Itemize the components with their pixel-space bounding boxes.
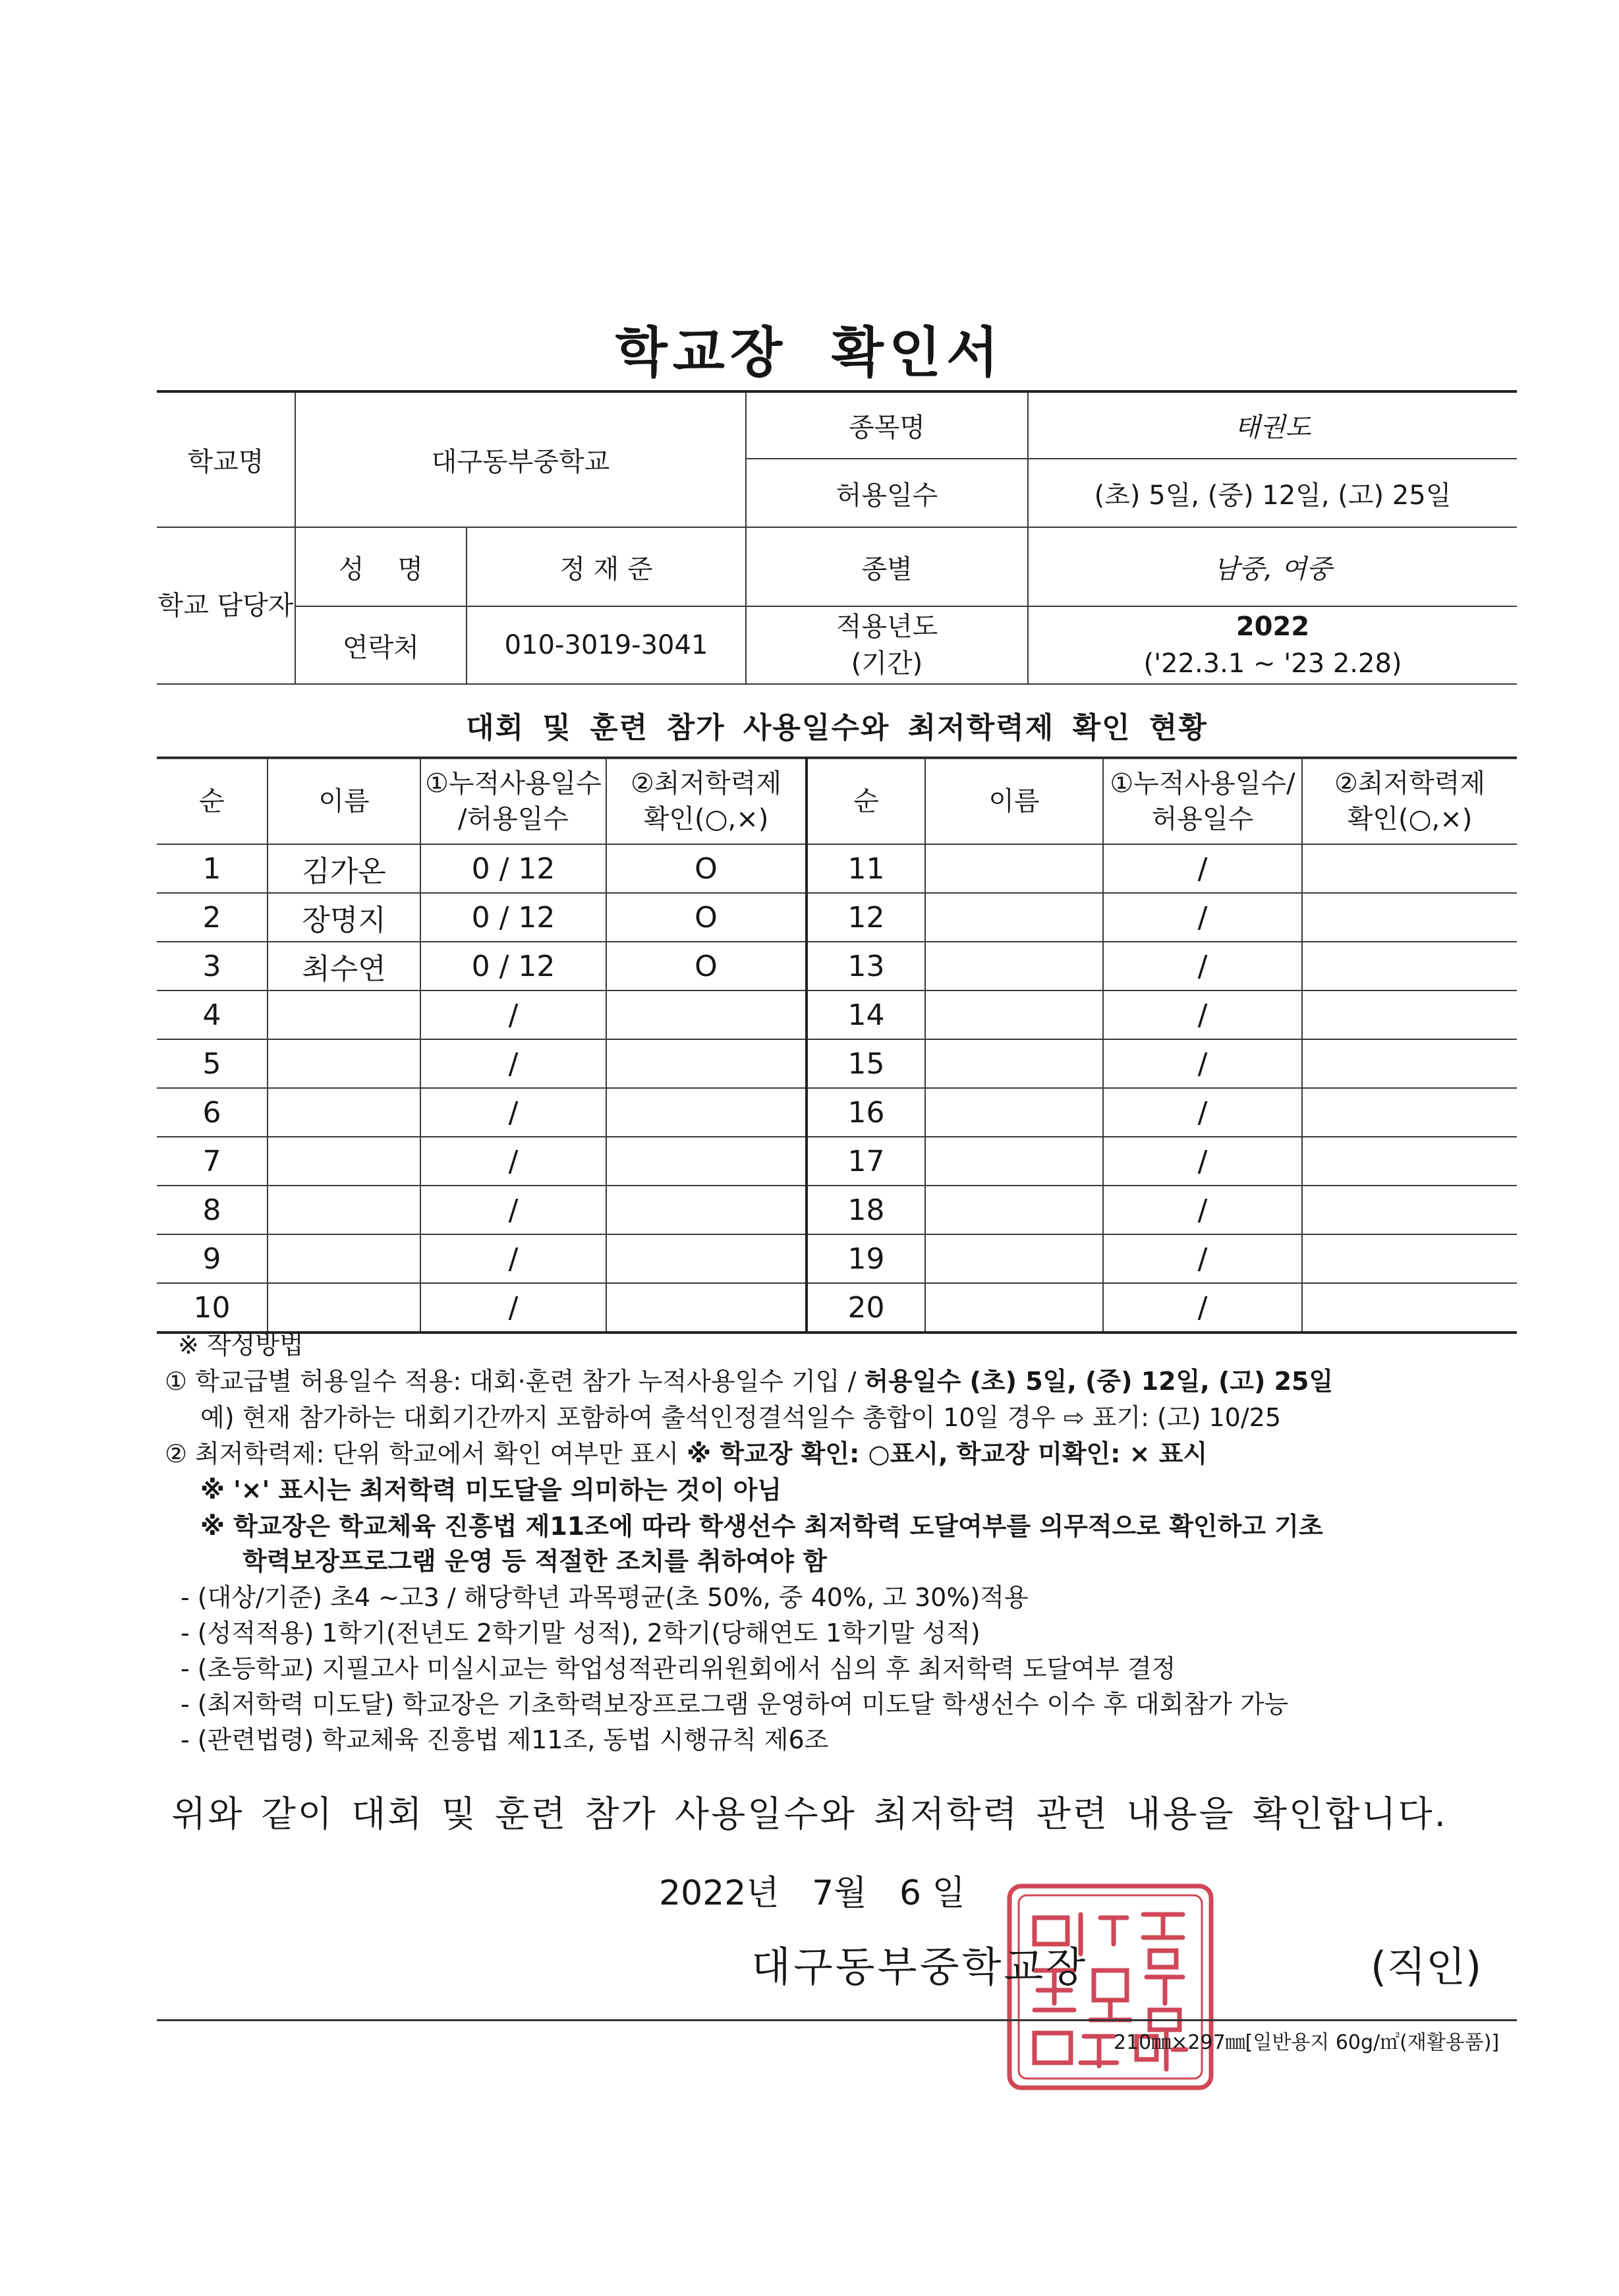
row-no: 7 — [157, 1137, 268, 1186]
row-days-right: / — [1103, 1039, 1302, 1088]
header-min-line1: ②최저학력제 — [630, 768, 782, 799]
row-no-right: 11 — [807, 844, 925, 893]
header-min-right — [1302, 759, 1517, 844]
table-row — [157, 893, 1517, 942]
header-min-right-line2: 확인(○,×) — [1347, 804, 1473, 834]
row-no-right: 14 — [807, 990, 925, 1039]
row-no: 3 — [157, 942, 268, 990]
row-days: / — [420, 1186, 606, 1234]
contact-label: 연락처 — [295, 606, 467, 684]
row-min-check-right — [1302, 1039, 1517, 1088]
header-name-right: 이름 — [925, 759, 1103, 844]
contact-value: 010-3019-3041 — [467, 606, 746, 684]
row-days-right: / — [1103, 893, 1302, 942]
row-days: / — [420, 1234, 606, 1283]
row-days: / — [420, 1283, 606, 1333]
row-days-right: / — [1103, 1088, 1302, 1137]
header-days-line1: ①누적사용일수 — [425, 768, 602, 799]
note-4a: ※ 학교장은 학교체육 진흥법 제11조에 따라 학생선수 최저학력 도달여부를 의무적으로 확인하고 기초 — [200, 1512, 1323, 1541]
row-name — [268, 990, 420, 1039]
row-name-right — [925, 893, 1103, 942]
row-days: / — [420, 990, 606, 1039]
year-label-line2: (기간) — [851, 648, 923, 679]
detail-2: - (성적적용) 1학기(전년도 2학기말 성적), 2학기(당해연도 1학기말 성적) — [181, 1619, 980, 1648]
category-label: 종별 — [746, 527, 1028, 606]
row-days: / — [420, 1088, 606, 1137]
row-no-right: 20 — [807, 1283, 925, 1333]
header-days-right-line2: 허용일수 — [1151, 804, 1254, 834]
row-min-check-right — [1302, 1186, 1517, 1234]
header-name: 이름 — [268, 759, 420, 844]
school-name: 대구동부중학교 — [295, 391, 746, 527]
detail-4: - (최저학력 미도달) 학교장은 기초학력보장프로그램 운영하여 미도달 학생선수 이수 후 대회참가 가능 — [181, 1690, 1289, 1719]
row-min-check: O — [606, 893, 807, 942]
row-no: 2 — [157, 893, 268, 942]
row-min-check: O — [606, 942, 807, 990]
table-row — [157, 844, 1517, 893]
table-row — [157, 1039, 1517, 1088]
issue-date: 2022년 7월 6 일 — [659, 1874, 965, 1913]
row-days: / — [420, 1039, 606, 1088]
detail-3: - (초등학교) 지필고사 미실시교는 학업성적관리위원회에서 심의 후 최저학력 도달여부 결정 — [181, 1654, 1176, 1683]
row-min-check-right — [1302, 1137, 1517, 1186]
row-no-right: 12 — [807, 893, 925, 942]
row-days-right: / — [1103, 1137, 1302, 1186]
row-days-right: / — [1103, 844, 1302, 893]
note-2b: ※ 학교장 확인: ○표시, 학교장 미확인: × 표시 — [687, 1439, 1208, 1468]
manager-label: 학교 담당자 — [157, 527, 295, 684]
row-no: 9 — [157, 1234, 268, 1283]
bottom-rule — [157, 2019, 1517, 2021]
header-no: 순 — [157, 759, 268, 844]
row-name — [268, 1186, 420, 1234]
table-header-row — [157, 759, 1517, 844]
row-no: 1 — [157, 844, 268, 893]
row-min-check-right — [1302, 844, 1517, 893]
row-min-check — [606, 990, 807, 1039]
year-period: ('22.3.1 ~ '23 2.28) — [1143, 648, 1402, 679]
header-no-right: 순 — [807, 759, 925, 844]
table-row — [157, 1137, 1517, 1186]
school-label: 학교명 — [157, 391, 295, 527]
note-2a: ② 최저학력제: 단위 학교에서 확인 여부만 표시 — [165, 1439, 687, 1468]
row-days: / — [420, 1137, 606, 1186]
row-min-check — [606, 1234, 807, 1283]
row-name-right — [925, 990, 1103, 1039]
athlete-table — [157, 758, 1517, 1334]
row-days-right: / — [1103, 990, 1302, 1039]
seal-label: (직인) — [1371, 1943, 1482, 1991]
row-name-right — [925, 1039, 1103, 1088]
row-min-check-right — [1302, 1088, 1517, 1137]
manager-name-value: 정 재 준 — [467, 527, 746, 606]
detail-5: - (관련법령) 학교체육 진흥법 제11조, 동법 시행규칙 제6조 — [181, 1725, 829, 1754]
row-min-check-right — [1302, 893, 1517, 942]
table-row — [157, 942, 1517, 990]
row-name-right — [925, 1234, 1103, 1283]
row-name — [268, 1137, 420, 1186]
header-days-line2: /허용일수 — [457, 804, 569, 834]
year-label-line1: 적용년도 — [836, 612, 938, 642]
year-value — [1028, 606, 1517, 684]
row-no-right: 17 — [807, 1137, 925, 1186]
row-days: 0 / 12 — [420, 942, 606, 990]
row-days-right: / — [1103, 942, 1302, 990]
row-min-check-right — [1302, 942, 1517, 990]
section-title: 대회 및 훈련 참가 사용일수와 최저학력제 확인 현황 — [466, 711, 1208, 745]
row-no-right: 19 — [807, 1234, 925, 1283]
header-min-line2: 확인(○,×) — [643, 804, 769, 834]
detail-1: - (대상/기준) 초4 ~고3 / 해당학년 과목평균(초 50%, 중 40%, 고 30%)적용 — [181, 1583, 1029, 1612]
note-4b: 학력보장프로그램 운영 등 적절한 조치를 취하여야 함 — [242, 1547, 827, 1576]
row-min-check-right — [1302, 1234, 1517, 1283]
note-1-example: 예) 현재 참가하는 대회기간까지 포함하여 출석인정결석일수 총합이 10일 경우 ⇨ 표기: (고) 10/25 — [200, 1403, 1282, 1432]
row-no: 4 — [157, 990, 268, 1039]
row-name: 장명지 — [268, 893, 420, 942]
sport-label: 종목명 — [746, 391, 1028, 459]
row-name: 김가온 — [268, 844, 420, 893]
manager-name-label: 성 명 — [295, 527, 467, 606]
header-days-right — [1103, 759, 1302, 844]
row-name — [268, 1039, 420, 1088]
row-min-check-right — [1302, 990, 1517, 1039]
row-name-right — [925, 1186, 1103, 1234]
table-row — [157, 1234, 1517, 1283]
row-days-right: / — [1103, 1283, 1302, 1333]
table-row — [157, 1186, 1517, 1234]
row-no: 8 — [157, 1186, 268, 1234]
table-row — [157, 990, 1517, 1039]
year-number: 2022 — [1236, 612, 1310, 642]
row-min-check-right — [1302, 1283, 1517, 1333]
note-2 — [165, 1433, 1207, 1470]
row-name — [268, 1234, 420, 1283]
row-name-right — [925, 1137, 1103, 1186]
info-table — [157, 390, 1517, 685]
document-title: 학교장 확인서 — [615, 322, 1004, 384]
row-days-right: / — [1103, 1186, 1302, 1234]
row-min-check — [606, 1039, 807, 1088]
header-days — [420, 759, 606, 844]
row-name-right — [925, 844, 1103, 893]
note-1b: 허용일수 (초) 5일, (중) 12일, (고) 25일 — [864, 1367, 1334, 1396]
row-no-right: 16 — [807, 1088, 925, 1137]
row-min-check — [606, 1283, 807, 1333]
table-row — [157, 1088, 1517, 1137]
confirmation-statement: 위와 같이 대회 및 훈련 참가 사용일수와 최저학력 관련 내용을 확인합니다. — [171, 1793, 1448, 1835]
allowed-days-label: 허용일수 — [746, 459, 1028, 527]
row-no-right: 13 — [807, 942, 925, 990]
row-days-right: / — [1103, 1234, 1302, 1283]
paper-spec: 210㎜×297㎜[일반용지 60g/㎡(재활용품)] — [1114, 2031, 1500, 2054]
row-no: 10 — [157, 1283, 268, 1333]
row-min-check: O — [606, 844, 807, 893]
row-days: 0 / 12 — [420, 844, 606, 893]
row-no: 6 — [157, 1088, 268, 1137]
note-1a: ① 학교급별 허용일수 적용: 대회·훈련 참가 누적사용일수 기입 / — [165, 1367, 865, 1396]
row-min-check — [606, 1137, 807, 1186]
row-name — [268, 1088, 420, 1137]
category-value: 남중, 여중 — [1028, 527, 1517, 606]
signer-name: 대구동부중학교장 — [751, 1943, 1089, 1991]
header-min — [606, 759, 807, 844]
row-no: 5 — [157, 1039, 268, 1088]
row-name-right — [925, 942, 1103, 990]
row-min-check — [606, 1088, 807, 1137]
sport-value: 태권도 — [1028, 391, 1517, 459]
allowed-days-value: (초) 5일, (중) 12일, (고) 25일 — [1028, 459, 1517, 527]
row-name-right — [925, 1283, 1103, 1333]
row-name: 최수연 — [268, 942, 420, 990]
notes-heading: ※ 작성방법 — [178, 1331, 304, 1360]
table-row — [157, 1283, 1517, 1333]
row-no-right: 18 — [807, 1186, 925, 1234]
row-days: 0 / 12 — [420, 893, 606, 942]
note-3: ※ '×' 표시는 최저학력 미도달을 의미하는 것이 아님 — [200, 1476, 782, 1505]
header-min-right-line1: ②최저학력제 — [1334, 768, 1486, 799]
header-days-right-line1: ①누적사용일수/ — [1110, 768, 1295, 799]
row-no-right: 15 — [807, 1039, 925, 1088]
year-label — [746, 606, 1028, 684]
row-min-check — [606, 1186, 807, 1234]
note-1 — [165, 1361, 1333, 1397]
row-name-right — [925, 1088, 1103, 1137]
